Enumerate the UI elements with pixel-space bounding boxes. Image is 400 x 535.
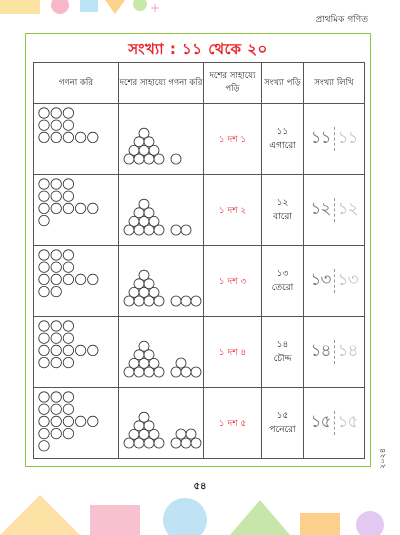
counter-circle — [39, 179, 49, 189]
counter-circle — [88, 203, 98, 213]
table-row — [34, 175, 365, 246]
counter-circle — [63, 404, 73, 414]
number-write — [304, 104, 365, 175]
counter-circle — [51, 262, 61, 272]
counter-circle — [51, 203, 61, 213]
book-title: প্রাথমিক গণিত — [315, 15, 368, 25]
tens-circles — [119, 175, 204, 246]
counter-circle — [39, 215, 49, 225]
counter-circle — [39, 108, 49, 118]
counter-circle — [63, 416, 73, 426]
dotted-number: ১৫ — [337, 412, 358, 432]
counter-circle — [51, 274, 61, 284]
traced-number: ১২ — [310, 199, 331, 219]
number-read — [262, 317, 304, 388]
counter-circle — [51, 132, 61, 142]
tens-read: ১ দশ ৩ — [204, 246, 262, 317]
counter-circle — [75, 345, 85, 355]
counter-circle — [39, 274, 49, 284]
extra-circle — [171, 225, 181, 235]
counter-circle — [63, 120, 73, 130]
number-word: বারো — [273, 212, 292, 222]
counter-circle — [63, 191, 73, 201]
traced-number: ১১ — [310, 128, 331, 148]
number-digits: ১১ — [276, 126, 289, 137]
counter-circle — [63, 357, 73, 367]
counter-circle — [51, 286, 61, 296]
tens-read: ১ দশ ২ — [204, 175, 262, 246]
counter-circle — [63, 321, 73, 331]
counter-circle — [51, 428, 61, 438]
counter-circle — [51, 191, 61, 201]
extra-circle — [171, 296, 181, 306]
counter-circle — [39, 357, 49, 367]
dotted-number: ১২ — [337, 199, 358, 219]
number-write — [304, 246, 365, 317]
tens-circles — [119, 317, 204, 388]
counter-circle — [51, 108, 61, 118]
counter-circle — [39, 191, 49, 201]
extra-circle — [176, 358, 186, 368]
table-row — [34, 104, 365, 175]
ten-stack-circle — [139, 199, 149, 209]
counter-circle — [51, 179, 61, 189]
ten-stack-circle — [139, 128, 149, 138]
counter-circle — [63, 274, 73, 284]
lesson-frame — [25, 33, 371, 467]
counter-circle — [51, 333, 61, 343]
number-read — [262, 104, 304, 175]
svg-text:+: + — [150, 1, 161, 15]
number-word: তেরো — [271, 283, 294, 293]
table-row — [34, 246, 365, 317]
counter-circle — [51, 416, 61, 426]
counter-circle — [39, 132, 49, 142]
tens-read: ১ দশ ৫ — [204, 388, 262, 459]
counter-circle — [39, 404, 49, 414]
number-write — [304, 317, 365, 388]
number-digits: ১৩ — [276, 268, 289, 279]
counter-circle — [75, 274, 85, 284]
traced-number: ১৩ — [310, 270, 331, 290]
extra-circle — [181, 367, 191, 377]
extra-circle — [191, 438, 201, 448]
ten-stack-circle — [139, 412, 149, 422]
count-circles — [34, 317, 119, 388]
traced-number: ১৫ — [310, 412, 331, 432]
counter-circle — [51, 404, 61, 414]
counter-circle — [88, 132, 98, 142]
extra-circle — [171, 367, 181, 377]
counter-circle — [75, 416, 85, 426]
number-digits: ১৫ — [276, 410, 289, 421]
counter-circle — [63, 345, 73, 355]
counter-circle — [63, 179, 73, 189]
counter-circle — [63, 262, 73, 272]
page-number: ৫৪ — [193, 481, 207, 492]
counter-circle — [51, 392, 61, 402]
tens-circles — [119, 388, 204, 459]
bottom-decoration — [0, 475, 400, 535]
table-row — [34, 388, 365, 459]
col-header: দশের সাহায্যে পড়ি — [204, 63, 262, 104]
counter-circle — [51, 120, 61, 130]
number-table — [33, 62, 365, 459]
number-write — [304, 175, 365, 246]
count-circles — [34, 246, 119, 317]
counter-circle — [39, 120, 49, 130]
table-header-row — [34, 63, 365, 104]
ten-stack-circle — [139, 270, 149, 280]
year-label: ২০২৪ — [378, 448, 388, 469]
number-read — [262, 246, 304, 317]
counter-circle — [63, 333, 73, 343]
extra-circle — [171, 438, 181, 448]
extra-circle — [181, 438, 191, 448]
count-circles — [34, 175, 119, 246]
extra-circle — [171, 154, 181, 164]
counter-circle — [63, 250, 73, 260]
dotted-number: ১৪ — [337, 341, 358, 361]
counter-circle — [39, 203, 49, 213]
top-decoration — [0, 0, 200, 22]
number-read — [262, 388, 304, 459]
counter-circle — [88, 416, 98, 426]
tens-read: ১ দশ ১ — [204, 104, 262, 175]
number-digits: ১৪ — [276, 339, 289, 350]
counter-circle — [88, 274, 98, 284]
counter-circle — [39, 333, 49, 343]
extra-circle — [191, 296, 201, 306]
count-circles — [34, 388, 119, 459]
table-row — [34, 317, 365, 388]
counter-circle — [39, 345, 49, 355]
counter-circle — [39, 392, 49, 402]
col-header: সংখ্যা পড়ি — [262, 63, 304, 104]
number-write — [304, 388, 365, 459]
counter-circle — [63, 428, 73, 438]
counter-circle — [51, 321, 61, 331]
counter-circle — [51, 357, 61, 367]
counter-circle — [63, 392, 73, 402]
counter-circle — [75, 132, 85, 142]
counter-circle — [39, 428, 49, 438]
counter-circle — [88, 345, 98, 355]
tens-circles — [119, 246, 204, 317]
tens-circles — [119, 104, 204, 175]
tens-read: ১ দশ ৪ — [204, 317, 262, 388]
counter-circle — [39, 416, 49, 426]
counter-circle — [63, 108, 73, 118]
counter-circle — [51, 250, 61, 260]
dotted-number: ১১ — [337, 128, 358, 148]
dotted-number: ১৩ — [337, 270, 358, 290]
counter-circle — [63, 203, 73, 213]
ten-stack-circle — [139, 341, 149, 351]
counter-circle — [51, 345, 61, 355]
number-read — [262, 175, 304, 246]
count-circles — [34, 104, 119, 175]
page-title: সংখ্যা : ১১ থেকে ২০ — [128, 40, 268, 58]
counter-circle — [39, 441, 49, 451]
col-header: দশের সাহায্যে গণনা করি — [119, 63, 204, 104]
counter-circle — [39, 262, 49, 272]
extra-circle — [181, 225, 191, 235]
counter-circle — [39, 286, 49, 296]
number-word: এগারো — [269, 141, 296, 151]
col-header: সংখ্যা লিখি — [304, 63, 365, 104]
number-word: চৌদ্দ — [273, 354, 292, 364]
extra-circle — [186, 429, 196, 439]
col-header: গণনা করি — [34, 63, 119, 104]
counter-circle — [39, 321, 49, 331]
extra-circle — [191, 367, 201, 377]
number-digits: ১২ — [276, 197, 289, 208]
extra-circle — [176, 429, 186, 439]
counter-circle — [63, 132, 73, 142]
number-word: পনেরো — [269, 425, 296, 435]
counter-circle — [75, 203, 85, 213]
traced-number: ১৪ — [310, 341, 331, 361]
counter-circle — [39, 250, 49, 260]
extra-circle — [181, 296, 191, 306]
